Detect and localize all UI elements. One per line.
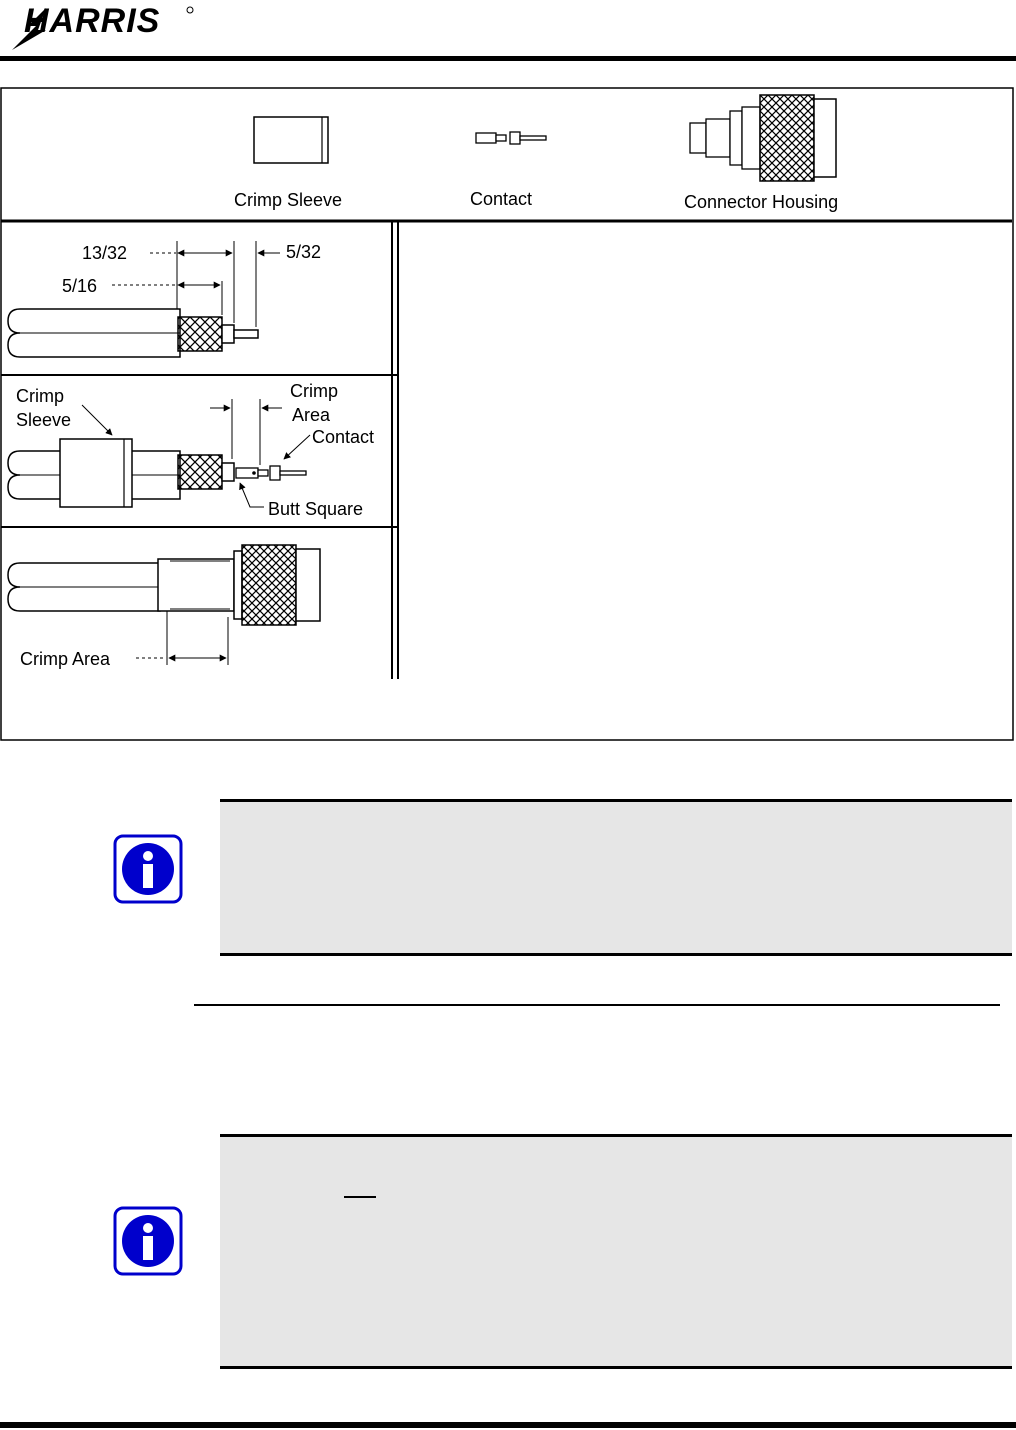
label-crimp-area-l2: Area bbox=[292, 405, 331, 425]
dim-5-32: 5/32 bbox=[286, 242, 322, 262]
information-icon bbox=[113, 834, 183, 904]
connector-assembly-figure bbox=[0, 87, 1014, 741]
dim-5-16: 5/16 bbox=[62, 276, 98, 296]
figure-frame bbox=[1, 88, 1013, 740]
label-butt-square: Butt Square bbox=[268, 499, 364, 519]
dim-13-32: 13/32 bbox=[82, 243, 128, 263]
label-crimp-sleeve-l2: Sleeve bbox=[16, 410, 72, 430]
label-contact-callout: Contact bbox=[312, 427, 375, 447]
section-divider bbox=[194, 1004, 1000, 1006]
note-box-2 bbox=[220, 1134, 1012, 1369]
information-icon bbox=[113, 1206, 183, 1276]
label-crimp-sleeve: Crimp Sleeve bbox=[234, 190, 343, 210]
label-connector-housing: Connector Housing bbox=[684, 192, 839, 212]
label-crimp-sleeve-l1: Crimp bbox=[16, 386, 64, 406]
note-box-1 bbox=[220, 799, 1012, 956]
note-underline-mark bbox=[344, 1196, 376, 1198]
label-crimp-area-l1: Crimp bbox=[290, 381, 338, 401]
footer-rule bbox=[0, 1422, 1016, 1428]
header-rule bbox=[0, 56, 1016, 61]
harris-logo bbox=[6, 0, 196, 52]
label-contact: Contact bbox=[470, 189, 533, 209]
crimp-sleeve-part bbox=[254, 117, 328, 163]
label-crimp-area-step3: Crimp Area bbox=[20, 649, 111, 669]
logo-text: HARRIS bbox=[24, 2, 161, 40]
